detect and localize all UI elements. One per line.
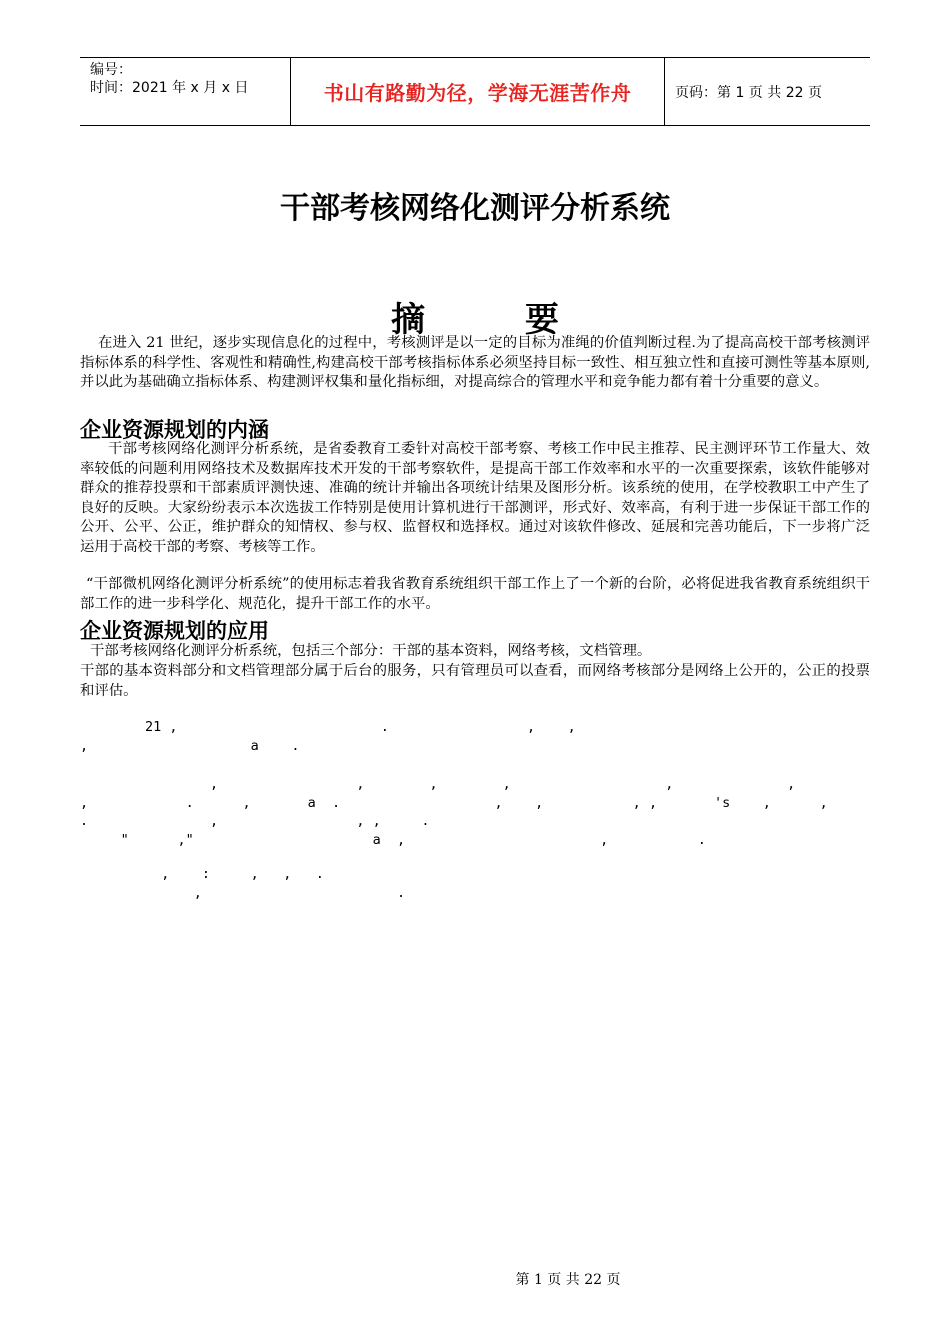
garbled-text-block-2: , , , , , , , . , a . , , , , 's , , . , , , . " ," a , , . — [80, 776, 828, 848]
motto-text: 书山有路勤为径，学海无涯苦作舟 — [323, 81, 632, 105]
garbled-text-block-1: 21 , . , , , a . — [80, 719, 576, 754]
document-header — [80, 57, 870, 126]
page-info-text: 页码：第 1 页 共 22 页 — [675, 84, 822, 101]
section2-paragraph-1: 干部考核网络化测评分析系统，包括三个部分：干部的基本资料，网络考核，文档管理。 — [90, 643, 652, 659]
page-footer: 第 1 页 共 22 页 — [515, 1272, 621, 1288]
section1-paragraph-1: 干部考核网络化测评分析系统，是省委教育工委针对高校干部考察、考核工作中民主推荐、民主测评环节工作量大、效率较低的问题利用网络技术及数据库技术开发的干部考察软件，是提高干部工作效率和水平的一次重要探索，该软件能够对群众的推荐投票和干部素质评测快速、准确的统计并输出各项统计结果及图形分析。该系统的使用，在学校教职工中产生了良好的反映。大家纷纷表示本次选拔工作特别是使用计算机进行干部测评，形式好、效率高，有利于进一步保证干部工作的公开、公平、公正，维护群众的知情权、参与权、监督权和选择权。通过对该软件修改、延展和完善功能后，下一步将广泛运用于高校干部的考察、考核等工作。 — [80, 441, 870, 555]
header-page-info — [665, 58, 870, 125]
document-time-label: 时间：2021 年 x 月 x 日 — [90, 80, 249, 96]
section1-paragraph-2: “干部微机网络化测评分析系统”的使用标志着我省教育系统组织干部工作上了一个新的台阶，必将促进我省教育系统组织干部工作的进一步科学化、规范化，提升干部工作的水平。 — [80, 576, 870, 612]
abstract-paragraph: 在进入 21 世纪，逐步实现信息化的过程中，考核测评是以一定的目标为准绳的价值判断过程.为了提高高校干部考核测评指标体系的科学性、客观性和精确性,构建高校干部考核指标体系必须坚持目标一致性、相互独立性和直接可测性等基本原则,并以此为基础确立指标体系、构建测评权集和量化指标细，对提高综合的管理水平和竞争能力都有着十分重要的意义。 — [80, 335, 870, 390]
garbled-text-block-3: , : , , . , . — [161, 866, 406, 901]
section-title-application: 企业资源规划的应用 — [80, 619, 269, 643]
section2-paragraph-2: 干部的基本资料部分和文档管理部分属于后台的服务，只有管理员可以查看，而网络考核部分是网络上公开的，公正的投票和评估。 — [80, 663, 870, 699]
document-title: 干部考核网络化测评分析系统 — [280, 191, 670, 226]
header-meta — [80, 58, 291, 125]
header-motto — [291, 58, 665, 125]
abstract-heading: 摘 要 — [391, 300, 603, 340]
document-number-label: 编号： — [90, 62, 132, 78]
section-title-connotation: 企业资源规划的内涵 — [80, 418, 269, 442]
